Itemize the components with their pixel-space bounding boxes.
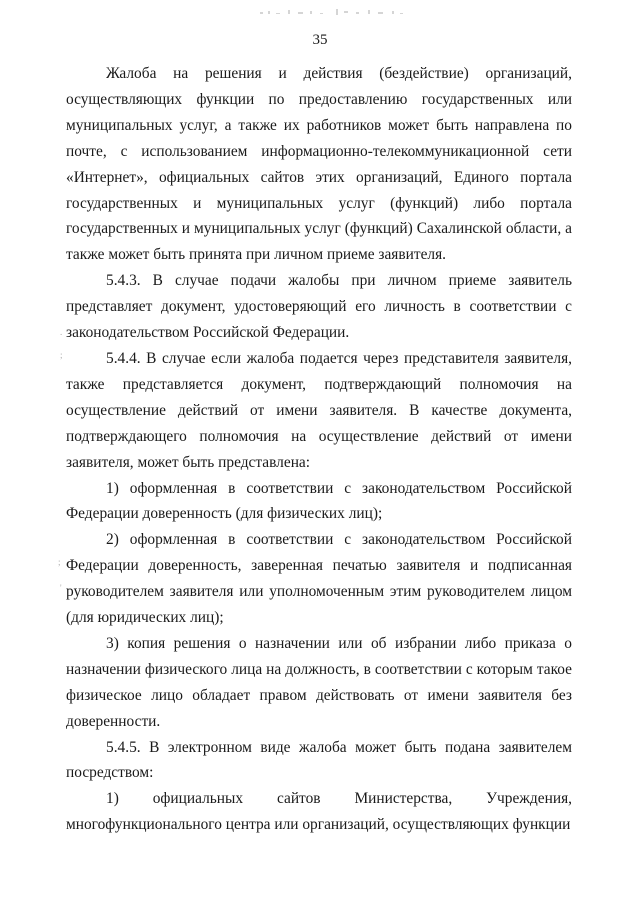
scan-margin-mark: .: [60, 327, 63, 337]
list-item-2: 2) оформленная в соответствии с законодательством Российской Федерации доверенность, заверенная печатью заявителя и подписанная руководителем заявителя или уполномоченным этим руководителем лицом (для юридических лиц);: [66, 531, 572, 627]
scan-margin-mark: ;: [58, 557, 61, 567]
scan-margin-mark: ;: [60, 350, 63, 360]
list-item-3: 3) копия решения о назначении или об избрании либо приказа о назначении физического лица на должность, в соответствии с которым такое физическое лицо обладает правом действовать от имени заявителя без доверенности.: [66, 634, 572, 730]
paragraph-complaint-channels: Жалоба на решения и действия (бездействие) организаций, осуществляющих функции по предоставлению государственных или муниципальных услуг, а также их работников может быть направлена по почте, с использованием информационно-телекоммуникационной сети «Интернет», официальных сайтов этих организаций, Единого портала государственных и муниципальных услуг (функций) либо портала государственных и муниципальных услуг (функций) Сахалинской области, а также может быть принята при личном приеме заявителя.: [66, 65, 572, 264]
scan-margin-mark: ': [60, 583, 62, 593]
document-body: [66, 61, 572, 838]
scan-artifact: [258, 6, 408, 20]
page-number: 35: [312, 32, 328, 48]
paragraph-5-4-4: 5.4.4. В случае если жалоба подается через представителя заявителя, также представляется документ, подтверждающий полномочия на осуществление действий от имени заявителя. В качестве документа, подтверждающего полномочия на осуществление действий от имени заявителя, может быть представлена:: [66, 349, 572, 471]
paragraph-5-4-5: 5.4.5. В электронном виде жалоба может быть подана заявителем посредством:: [66, 738, 572, 782]
list-item-1: 1) оформленная в соответствии с законодательством Российской Федерации доверенность (для физических лиц);: [66, 479, 572, 523]
paragraph-5-4-3: 5.4.3. В случае подачи жалобы при личном приеме заявитель представляет документ, удостоверяющий его личность в соответствии с законодательством Российской Федерации.: [66, 272, 572, 342]
list-item-electronic-1: 1) официальных сайтов Министерства, Учреждения, многофункционального центра или организаций, осуществляющих функции: [66, 790, 572, 834]
